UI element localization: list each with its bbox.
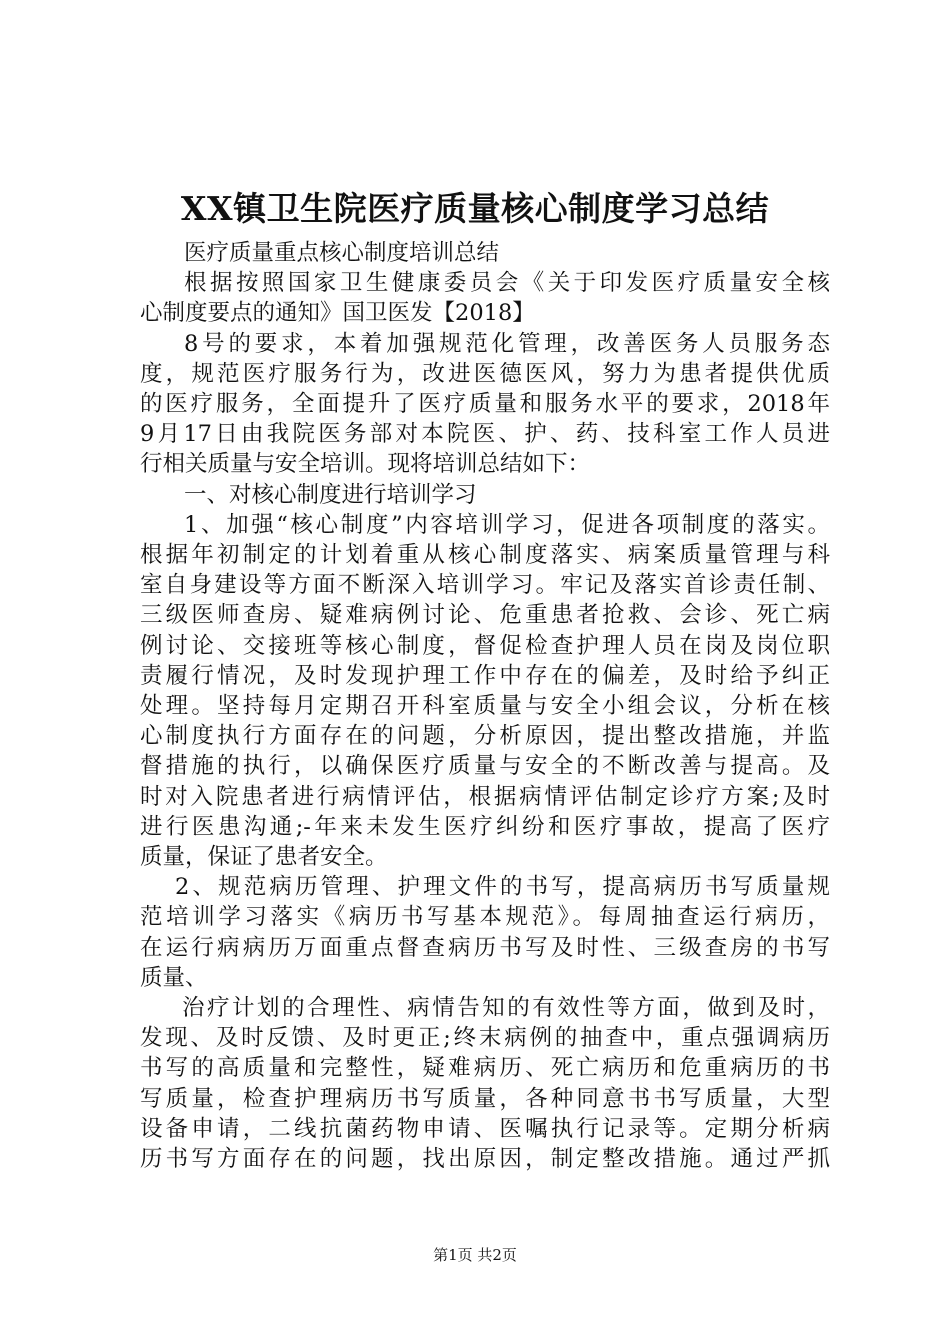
paragraph-line: 室自身建设等方面不断深入培训学习。牢记及落实首诊责任制、 (140, 572, 830, 599)
subtitle-line: 医疗质量重点核心制度培训总结 (184, 240, 500, 266)
paragraph-line: 治疗计划的合理性、病情告知的有效性等方面，做到及时， (182, 995, 830, 1022)
paragraph-line: 历书写方面存在的问题，找出原因，制定整改措施。通过严抓 (140, 1146, 830, 1173)
paragraph-line: 例讨论、交接班等核心制度，督促检查护理人员在岗及岗位职 (140, 632, 830, 659)
paragraph-line: 9月17日由我院医务部对本院医、护、药、技科室工作人员进 (140, 421, 830, 448)
paragraph-line: 心制度要点的通知》国卫医发【2018】 (140, 300, 535, 327)
paragraph-line: 1、加强“核心制度”内容培训学习，促进各项制度的落实。 (184, 511, 830, 538)
paragraph-line: 时对入院患者进行病情评估，根据病情评估制定诊疗方案;及时 (140, 783, 830, 810)
paragraph-line: 发现、及时反馈、及时更正;终末病例的抽查中，重点强调病历 (140, 1025, 830, 1052)
paragraph-line: 处理。坚持每月定期召开科室质量与安全小组会议，分析在核 (140, 693, 830, 720)
paragraph-line: 根据年初制定的计划着重从核心制度落实、病案质量管理与科 (140, 542, 830, 569)
paragraph-line: 2、规范病历管理、护理文件的书写，提高病历书写质量规 (175, 874, 830, 901)
paragraph-line: 设备申请，二线抗菌药物申请、医嘱执行记录等。定期分析病 (140, 1115, 830, 1142)
paragraph-line: 三级医师查房、疑难病例讨论、危重患者抢救、会诊、死亡病 (140, 602, 830, 629)
paragraph-line: 的医疗服务，全面提升了医疗质量和服务水平的要求，2018年 (140, 391, 830, 418)
paragraph-line: 心制度执行方面存在的问题，分析原因，提出整改措施，并监 (140, 723, 830, 750)
paragraph-line: 写质量，检查护理病历书写质量，各种同意书书写质量，大型 (140, 1085, 830, 1112)
section-heading: 一、对核心制度进行培训学习 (184, 481, 477, 508)
paragraph-line: 范培训学习落实《病历书写基本规范》。每周抽查运行病历， (140, 904, 830, 931)
paragraph-line: 8号的要求，本着加强规范化管理，改善医务人员服务态 (184, 330, 830, 357)
paragraph-line: 度，规范医疗服务行为，改进医德医风，努力为患者提供优质 (140, 360, 830, 387)
document-body (140, 238, 830, 1174)
paragraph-line: 质量，保证了患者安全。 (140, 844, 388, 871)
paragraph-line: 在运行病病历万面重点督查病历书写及时性、三级查房的书写 (140, 934, 830, 961)
paragraph-line: 质量、 (140, 964, 208, 991)
paragraph-line: 行相关质量与安全培训。现将培训总结如下： (140, 451, 591, 478)
paragraph-line: 根据按照国家卫生健康委员会《关于印发医疗质量安全核 (184, 270, 830, 297)
paragraph-line: 书写的高质量和完整性，疑难病历、死亡病历和危重病历的书 (140, 1055, 830, 1082)
paragraph-line: 责履行情况，及时发现护理工作中存在的偏差，及时给予纠正 (140, 662, 830, 689)
page-footer: 第1页 共2页 (433, 1246, 517, 1264)
paragraph-line: 督措施的执行，以确保医疗质量与安全的不断改善与提高。及 (140, 753, 830, 780)
paragraph-line: 进行医患沟通;-年来未发生医疗纠纷和医疗事故，提高了医疗 (140, 813, 830, 840)
document-title: XX镇卫生院医疗质量核心制度学习总结 (180, 189, 770, 228)
